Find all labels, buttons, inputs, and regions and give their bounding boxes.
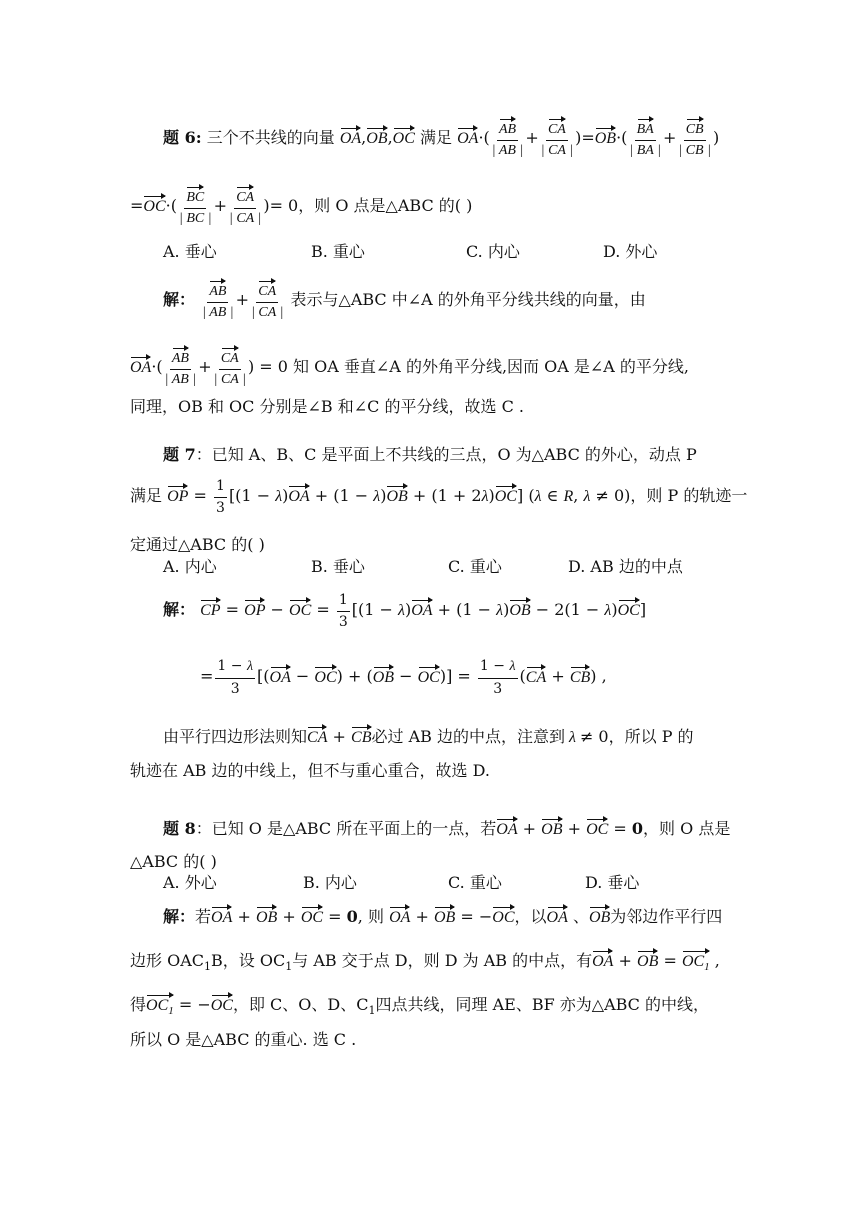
q7-option-a: A. 内心	[163, 557, 217, 576]
q7-solution-line1: 解： CP = OP − OC = $\frac{1}{3}$ [(1 − λ)OA + (1 − λ)OB − 2(1 − λ)OC]	[163, 592, 647, 630]
q8-solution-line4: 所以 O 是△ABC 的重心. 选 C .	[130, 1030, 357, 1049]
q7-option-d: D. AB 边的中点	[568, 557, 683, 576]
q8-line1b: ，则 O 点是	[643, 819, 731, 838]
q7-option-c: C. 重心	[448, 557, 502, 576]
q6-label: 题 6	[163, 128, 196, 147]
q8-option-d: D. 垂心	[585, 873, 640, 892]
q7-label: 题 7	[163, 445, 196, 464]
q7-conclusion1a: 由平行四边形法则知	[163, 727, 308, 746]
q8-solution-line3: 得$OC_1 = -OC$，即 C、O、D、$C_1$四点共线，同理 AE、BF 亦为△ABC 的中线，	[130, 995, 710, 1018]
q7-statement	[163, 444, 697, 466]
vector-oc: OC	[393, 127, 415, 147]
q8-sol1a: 若	[195, 907, 212, 926]
q6-intro: 三个不共线的向量	[206, 128, 335, 147]
q8-option-b: B. 内心	[303, 873, 357, 892]
vector-ob: OB	[366, 127, 387, 147]
q6-solution-line2: OA·( $\frac{AB}{| AB |}$ + $\frac{CA}{| CA |}$ ) = 0 知 OA 垂直∠A 的外角平分线,因而 OA 是∠A 的平分线,	[130, 347, 689, 388]
q7-conclusion1b: 必过 AB 边的中点，注意到	[371, 727, 565, 746]
q7-formula-line: 满足 OP = $\frac{1}{3}$ [(1 − λ)OA + (1 − λ)OB + (1 + 2λ)OC] (λ ∈ R, λ ≠ 0)，则 P 的轨迹一	[130, 478, 748, 516]
q6-option-b: B. 重心	[311, 242, 365, 261]
q8-solution-label: 解：	[163, 907, 196, 926]
q7-option-b: B. 垂心	[311, 557, 365, 576]
q7-line1: ：已知 A、B、C 是平面上不共线的三点，O 为△ABC 的外心，动点 P	[195, 445, 697, 464]
q7-solution-line2: = $\frac{1 - \lambda}{3}$ [(OA − OC) + (OB − OC)] = $\frac{1 - \lambda}{3}$ (CA + CB) ,	[200, 658, 607, 697]
q7-satisfy: 满足	[130, 486, 163, 505]
q7-conclusion1c: ，所以 P 的	[608, 727, 694, 746]
q8-sol2a: 边形 OAC	[130, 951, 205, 970]
q6-solution-line3: 同理，OB 和 OC 分别是∠B 和∠C 的平分线，故选 C .	[130, 397, 524, 416]
q8-sol3b: ，即 C、O、D、C	[232, 995, 369, 1014]
q8-sol3a: 得	[130, 995, 147, 1014]
q6-statement: 题 6: 三个不共线的向量 OA,OB,OC 满足 OA·( $\frac{AB}{| AB |}$ + $\frac{CA}{| CA |}$ )=OB·( $\frac{BA}{| BA |}$ + $\frac{CB}{| CB |}$ )	[163, 118, 719, 159]
q8-solution-line2: 边形 $OAC_1B$，设 $OC_1$与 AB 交于点 D，则 D 为 AB 的中点，有OA + OB = $OC_1$ ,	[130, 951, 720, 974]
q6-satisfies: 满足	[420, 128, 453, 147]
q6-option-a: A. 垂心	[163, 242, 217, 261]
q6-option-d: D. 外心	[603, 242, 658, 261]
q8-sol3c: 四点共线，同理 AE、BF 亦为△ABC 的中线，	[375, 995, 710, 1014]
q6-solution-label: 解：	[163, 290, 196, 309]
q6-solution-text1: 表示与△ABC 中∠A 的外角平分线共线的向量，由	[290, 290, 646, 309]
q7-conclusion-line1: 由平行四边形法则知CA + CB必过 AB 边的中点，注意到 λ ≠ 0，所以 P 的	[163, 727, 694, 746]
q8-sol1c: 为邻边作平行四	[610, 907, 723, 926]
q8-sol1b: ，以	[514, 907, 547, 926]
q8-line2: △ABC 的( )	[130, 852, 217, 871]
q6-solution-line1: 解： $\frac{AB}{| AB |}$ + $\frac{CA}{| CA |}$ 表示与△ABC 中∠A 的外角平分线共线的向量，由	[163, 280, 646, 321]
q8-sol2c: 与 AB 交于点 D，则 D 为 AB 的中点，有	[292, 951, 593, 970]
q8-label: 题 8	[163, 819, 196, 838]
q7-conclusion-line2: 轨迹在 AB 边的中线上，但不与重心重合，故选 D.	[130, 761, 490, 780]
q6-option-c: C. 内心	[466, 242, 520, 261]
q8-option-c: C. 重心	[448, 873, 502, 892]
q8-solution-line1: 解：若OA + OB + OC = 0, 则 OA + OB = −OC，以OA 、OB为邻边作平行四	[163, 907, 723, 926]
q8-statement: 题 8：已知 O 是△ABC 所在平面上的一点，若OA + OB + OC = 0，则 O 点是	[163, 819, 731, 838]
q7-line3: 定通过△ABC 的( )	[130, 535, 265, 554]
vector-oa: OA	[340, 127, 361, 147]
q8-option-a: A. 外心	[163, 873, 217, 892]
q8-sol2b: B，设 OC	[211, 951, 286, 970]
q7-tail: ，则 P 的轨迹一	[630, 486, 748, 505]
q8-line1a: ：已知 O 是△ABC 所在平面上的一点，若	[195, 819, 497, 838]
q6-statement-cont: =OC·( $\frac{BC}{| BC |}$ + $\frac{CA}{| CA |}$ )= 0，则 O 点是△ABC 的( )	[130, 186, 472, 227]
q7-solution-label: 解：	[163, 600, 196, 619]
q6-result: = 0，则 O 点是△ABC 的( )	[269, 196, 473, 215]
q6-solution-text2: ) = 0 知 OA 垂直∠A 的外角平分线,因而 OA 是∠A 的平分线,	[247, 357, 690, 376]
